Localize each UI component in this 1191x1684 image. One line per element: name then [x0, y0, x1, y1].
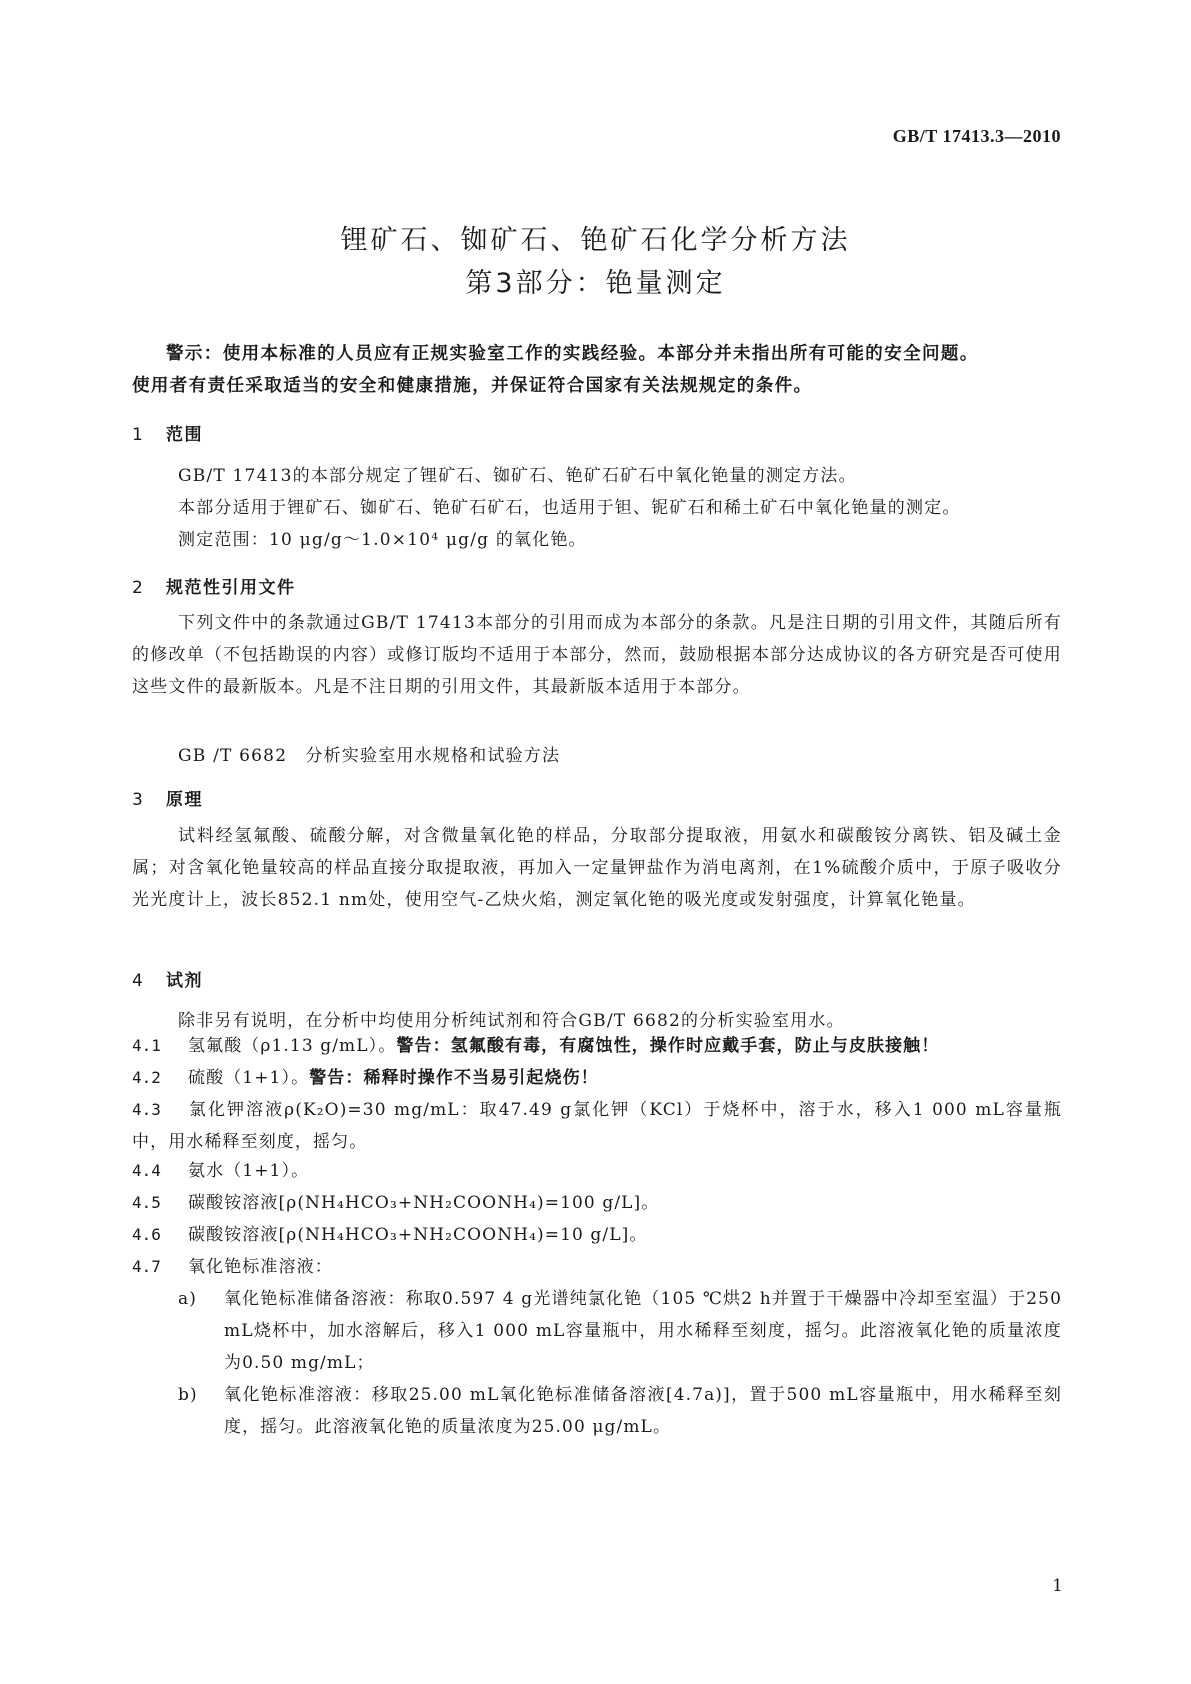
- section-title: 范围: [166, 425, 203, 445]
- s3-paragraph: [132, 820, 1062, 916]
- section-number: 3: [132, 790, 145, 810]
- item-warning: 警告：稀释时操作不当易引起烧伤！: [309, 1068, 599, 1088]
- item-text: 氯化钾溶液ρ(K₂O)=30 mg/mL：取47.49 g氯化钾（KCl）于烧杯中，溶于水，移入1 000 mL容量瓶中，用水稀释至刻度，摇匀。: [132, 1100, 1062, 1152]
- item-number: 4.4: [132, 1161, 161, 1180]
- warning-line-2: 使用者有责任采取适当的安全和健康措施，并保证符合国家有关法规规定的条件。: [132, 376, 813, 396]
- s3-paragraph-text: 试料经氢氟酸、硫酸分解，对含微量氧化铯的样品，分取部分提取液，用氨水和碳酸铵分离铁、铝及碱土金属；对含氧化铯量较高的样品直接分取提取液，再加入一定量钾盐作为消电离剂，在1%硫酸介质中，于原子吸收分光光度计上，波长852.1 nm处，使用空气-乙炔火焰，测定氧化铯的吸光度或发射强度，计算氧化铯量。: [132, 826, 1062, 910]
- s2-paragraph: [132, 607, 1062, 703]
- item-4-7: [132, 1251, 1062, 1283]
- section-number: 2: [132, 578, 145, 598]
- section-3-heading: [132, 785, 203, 810]
- section-title: 规范性引用文件: [166, 578, 296, 598]
- item-text: 硫酸（1+1）。: [188, 1068, 310, 1088]
- section-2-heading: [132, 573, 296, 598]
- item-text: 氨水（1+1）。: [188, 1161, 310, 1181]
- s1-paragraph-2: 本部分适用于锂矿石、铷矿石、铯矿石矿石，也适用于钽、铌矿石和稀土矿石中氧化铯量的测定。: [178, 498, 961, 518]
- item-4-6: [132, 1219, 1062, 1251]
- item-warning: 警告：氢氟酸有毒，有腐蚀性，操作时应戴手套，防止与皮肤接触！: [396, 1036, 940, 1056]
- title-line-1: 锂矿石、铷矿石、铯矿石化学分析方法: [340, 225, 851, 256]
- item-4-1: [132, 1030, 1062, 1062]
- item-number: 4.5: [132, 1193, 161, 1212]
- s2-paragraph-text: 下列文件中的条款通过GB/T 17413本部分的引用而成为本部分的条款。凡是注日期的引用文件，其随后所有的修改单（不包括勘误的内容）或修订版均不适用于本部分，然而，鼓励根据本部分达成协议的各方研究是否可使用这些文件的最新版本。凡是不注日期的引用文件，其最新版本适用于本部分。: [132, 613, 1062, 697]
- item-number: 4.6: [132, 1225, 161, 1244]
- page-number: 1: [1052, 1576, 1063, 1596]
- subitem-text: 氧化铯标准溶液：移取25.00 mL氧化铯标准储备溶液[4.7a)]，置于500 mL容量瓶中，用水稀释至刻度，摇匀。此溶液氧化铯的质量浓度为25.00 μg/mL。: [224, 1385, 1062, 1437]
- section-title: 试剂: [166, 971, 203, 991]
- item-number: 4.1: [132, 1036, 161, 1055]
- standard-code: GB/T 17413.3—2010: [892, 126, 1061, 146]
- item-4-4: [132, 1155, 1062, 1187]
- subitem-label: a): [178, 1289, 197, 1309]
- subitem-a: [178, 1283, 1062, 1379]
- subitem-text: 氧化铯标准储备溶液：称取0.597 4 g光谱纯氯化铯（105 ℃烘2 h并置于干燥器中冷却至室温）于250 mL烧杯中，加水溶解后，移入1 000 mL容量瓶中，用水稀释至刻度，摇匀。此溶液氧化铯的质量浓度为0.50 mg/mL；: [224, 1289, 1062, 1373]
- subitem-label: b): [178, 1385, 198, 1405]
- section-number: 4: [132, 971, 145, 991]
- s4-intro: 除非另有说明，在分析中均使用分析纯试剂和符合GB/T 6682的分析实验室用水。: [178, 1011, 845, 1031]
- s1-paragraph-1: GB/T 17413的本部分规定了锂矿石、铷矿石、铯矿石矿石中氧化铯量的测定方法。: [178, 466, 857, 486]
- section-4-heading: [132, 966, 203, 991]
- title-line-2: 第3部分：铯量测定: [465, 268, 726, 299]
- warning-block: [132, 338, 1062, 402]
- item-4-5: [132, 1187, 1062, 1219]
- item-text: 碳酸铵溶液[ρ(NH₄HCO₃+NH₂COONH₄)=10 g/L]。: [188, 1225, 648, 1245]
- subitem-b: [178, 1379, 1062, 1443]
- s2-reference: GB /T 6682 分析实验室用水规格和试验方法: [178, 746, 561, 766]
- section-1-heading: [132, 420, 203, 445]
- s1-paragraph-3: 测定范围：10 μg/g～1.0×10⁴ μg/g 的氧化铯。: [178, 530, 587, 550]
- item-number: 4.3: [132, 1100, 161, 1119]
- item-number: 4.7: [132, 1257, 161, 1276]
- warning-line-1: 警示：使用本标准的人员应有正规实验室工作的实践经验。本部分并未指出所有可能的安全问题。: [166, 344, 979, 364]
- item-number: 4.2: [132, 1068, 161, 1087]
- item-text: 碳酸铵溶液[ρ(NH₄HCO₃+NH₂COONH₄)=100 g/L]。: [188, 1193, 660, 1213]
- item-text: 氧化铯标准溶液：: [188, 1257, 333, 1277]
- section-title: 原理: [166, 790, 203, 810]
- item-text: 氢氟酸（ρ1.13 g/mL）。: [188, 1036, 397, 1056]
- section-number: 1: [132, 425, 145, 445]
- item-4-3: [132, 1094, 1062, 1158]
- item-4-2: [132, 1062, 1062, 1094]
